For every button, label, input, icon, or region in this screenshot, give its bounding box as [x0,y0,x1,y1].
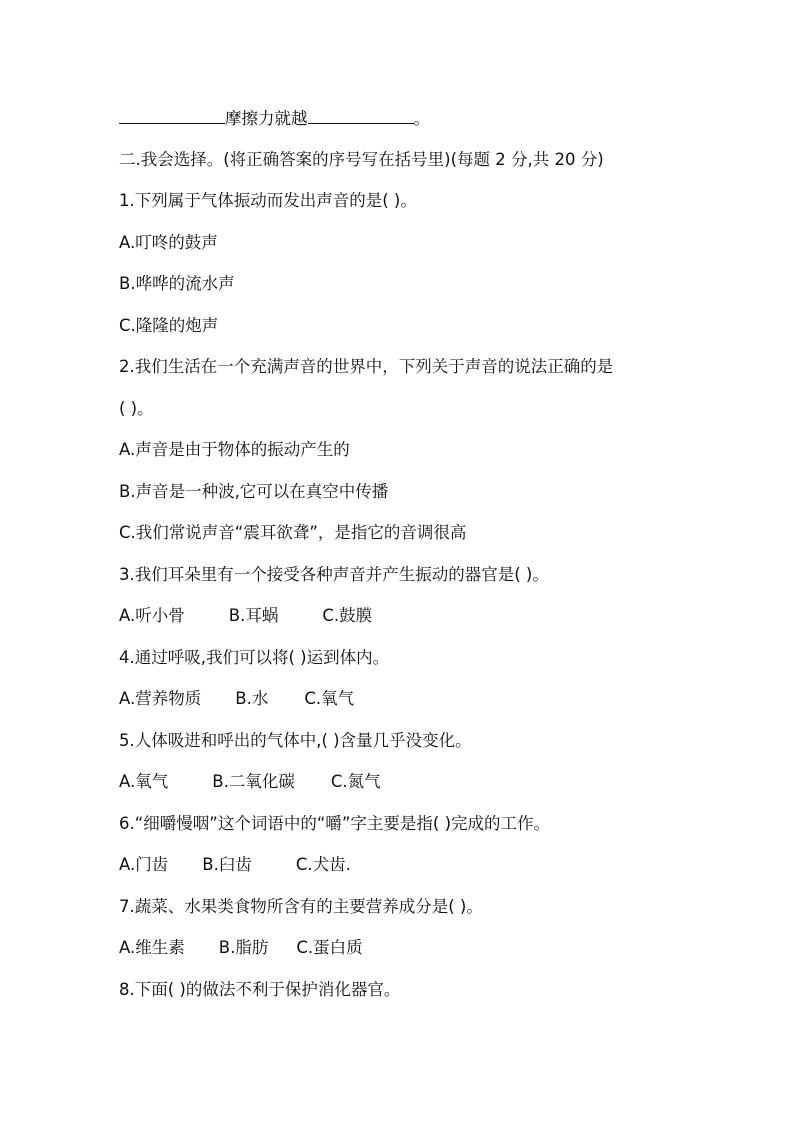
fill-in-end: 。 [413,109,430,128]
question-7-options [119,937,363,959]
question-1-option-b[interactable]: B.哗哗的流水声 [119,274,235,293]
question-4-stem: 4.通过呼吸,我们可以将( )运到体内。 [119,648,390,667]
question-5-option-a[interactable]: A.氧气 [119,772,169,791]
question-7-option-b[interactable]: B.脂肪 [218,938,269,957]
question-5-option-b[interactable]: B.二氧化碳 [212,772,295,791]
question-4-option-b[interactable]: B.水 [235,689,269,708]
question-1-option-a[interactable]: A.叮咚的鼓声 [119,233,218,252]
question-3-stem: 3.我们耳朵里有一个接受各种声音并产生振动的器官是( )。 [119,565,549,584]
section-title: 二.我会选择。(将正确答案的序号写在括号里)(每题 2 分,共 20 分) [119,150,604,169]
question-6-stem: 6.“细嚼慢咽”这个词语中的“嚼”字主要是指( )完成的工作。 [119,814,551,833]
question-5-stem: 5.人体吸进和呼出的气体中,( )含量几乎没变化。 [119,731,472,750]
question-2-stem: 2.我们生活在一个充满声音的世界中，下列关于声音的说法正确的是 [119,357,614,376]
fill-in-line [119,107,430,130]
question-2-stem-continued: ( )。 [119,399,154,418]
question-6-option-c[interactable]: C.犬齿. [295,855,351,874]
question-3-options [119,605,372,627]
question-3-option-a[interactable]: A.听小骨 [119,606,185,625]
question-7-option-c[interactable]: C.蛋白质 [296,938,363,957]
question-6-options [119,854,351,876]
question-7-option-a[interactable]: A.维生素 [119,938,185,957]
fill-in-text: 摩擦力就越 [225,109,308,128]
question-4-options [119,688,354,710]
answer-blank-1[interactable] [119,107,225,124]
question-2-option-c[interactable]: C.我们常说声音“震耳欲聋”，是指它的音调很高 [119,523,467,542]
question-2-option-a[interactable]: A.声音是由于物体的振动产生的 [119,440,350,459]
question-4-option-a[interactable]: A.营养物质 [119,689,202,708]
question-1-stem: 1.下列属于气体振动而发出声音的是( )。 [119,191,417,210]
question-6-option-a[interactable]: A.门齿 [119,855,169,874]
question-3-option-b[interactable]: B.耳蜗 [228,606,279,625]
question-7-stem: 7.蔬菜、水果类食物所含有的主要营养成分是( )。 [119,897,483,916]
question-8-stem: 8.下面( )的做法不利于保护消化器官。 [119,980,401,999]
question-4-option-c[interactable]: C.氧气 [304,689,355,708]
question-2-option-b[interactable]: B.声音是一种波,它可以在真空中传播 [119,482,389,501]
question-5-option-c[interactable]: C.氮气 [330,772,381,791]
question-6-option-b[interactable]: B.臼齿 [202,855,252,874]
question-5-options [119,771,381,793]
answer-blank-2[interactable] [308,107,414,124]
question-1-option-c[interactable]: C.隆隆的炮声 [119,316,219,335]
question-3-option-c[interactable]: C.鼓膜 [322,606,373,625]
